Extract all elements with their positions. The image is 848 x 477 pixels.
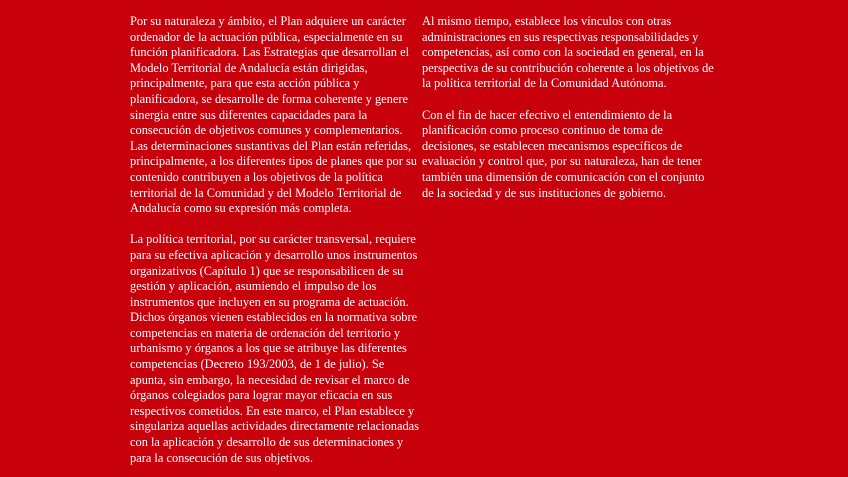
- text-line: instrumentos que incluyen en su programa de actuación.: [130, 294, 409, 309]
- text-line: ordenador de la actuación pública, especialmente en su: [130, 29, 403, 44]
- text-line: órganos colegiados para lograr mayor eficacia en sus: [130, 388, 393, 403]
- text-line: función planificadora. Las Estrategias que desarrollan el: [130, 45, 410, 60]
- text-line: principalmente, para que esta acción pública y: [130, 76, 360, 91]
- left-column: [130, 14, 422, 466]
- text-line: Al mismo tiempo, establece los vínculos con otras: [422, 14, 672, 28]
- text-line: gestión y aplicación, asumiendo el impulso de los: [130, 279, 377, 294]
- text-line: para su efectiva aplicación y desarrollo unos instrumentos: [130, 247, 418, 262]
- paragraph-politica-territorial: [130, 232, 422, 466]
- text-line: respectivos cometidos. En este marco, el Plan establece y: [130, 403, 415, 418]
- text-line: para la consecución de sus objetivos.: [130, 450, 314, 465]
- text-line: Modelo Territorial de Andalucía están dirigidas,: [130, 60, 368, 75]
- text-line: territorial de la Comunidad y del Modelo Territorial de: [130, 185, 402, 200]
- text-line: urbanismo y órganos a los que se atribuye las diferentes: [130, 341, 407, 356]
- text-line: planificadora, se desarrolle de forma coherente y genere: [130, 91, 408, 106]
- text-line: apunta, sin embargo, la necesidad de revisar el marco de: [130, 372, 410, 387]
- paragraph-spacer: [130, 217, 422, 233]
- text-line: organizativos (Capítulo 1) que se responsabilicen de su: [130, 263, 404, 278]
- text-line: sinergia entre sus diferentes capacidades para la: [130, 107, 368, 122]
- text-line: Dichos órganos vienen establecidos en la normativa sobre: [130, 310, 418, 325]
- text-line: consecución de objetivos comunes y complementarios.: [130, 123, 403, 138]
- text-line: también una dimensión de comunicación con el conjunto: [422, 169, 705, 184]
- text-line: de la sociedad y de sus instituciones de gobierno.: [422, 185, 666, 200]
- text-line: evaluación y control que, por su naturaleza, han de tener: [422, 154, 702, 169]
- paragraph-planificacion: [130, 14, 422, 217]
- text-line: contenido contribuyen a los objetivos de la política: [130, 169, 383, 184]
- paragraph-vinculos: [422, 14, 722, 92]
- text-line: decisiones, se establecen mecanismos específicos de: [422, 138, 683, 153]
- text-line: competencias (Decreto 193/2003, de 1 de julio). Se: [130, 357, 385, 372]
- text-line: Andalucía como su expresión más completa.: [130, 201, 352, 216]
- text-line: Con el fin de hacer efectivo el entendimiento de la: [422, 107, 673, 122]
- paragraph-spacer: [422, 92, 722, 108]
- text-line: perspectiva de su contribución coherente a los objetivos de: [422, 60, 714, 75]
- text-line: La política territorial, por su carácter transversal, requiere: [130, 232, 416, 247]
- text-line: competencias, así como con la sociedad en general, en la: [422, 45, 704, 60]
- text-line: principalmente, a los diferentes tipos de planes que por su: [130, 154, 417, 169]
- text-line: la política territorial de la Comunidad Autónoma.: [422, 76, 667, 91]
- text-line: singulariza aquellas actividades directamente relacionadas: [130, 419, 419, 434]
- paragraph-evaluacion: [422, 108, 722, 202]
- text-line: competencias en materia de ordenación del territorio y: [130, 325, 401, 340]
- text-line: administraciones en sus respectivas responsabilidades y: [422, 29, 699, 44]
- text-line: Por su naturaleza y ámbito, el Plan adquiere un carácter: [130, 14, 406, 28]
- text-line: planificación como proceso continuo de toma de: [422, 123, 663, 138]
- text-line: Las determinaciones sustantivas del Plan están referidas,: [130, 138, 412, 153]
- right-column: [422, 14, 722, 201]
- text-line: con la aplicación y desarrollo de sus determinaciones y: [130, 435, 404, 450]
